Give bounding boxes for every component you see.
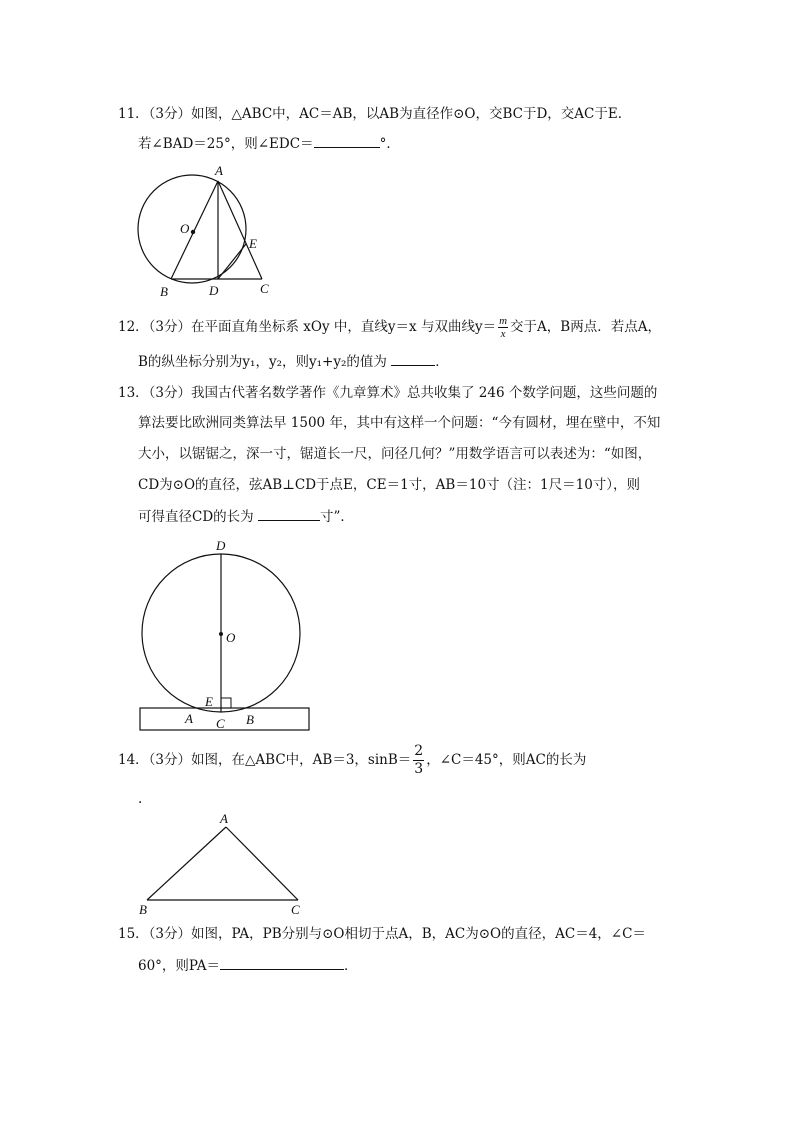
q15-line2 [138, 955, 358, 976]
q12-line1-post: 交于A，B两点．若点A， [510, 319, 661, 335]
q13-answer-blank[interactable] [258, 506, 320, 521]
q11-line2-pre: 若∠BAD＝25°，则∠EDC＝ [138, 136, 314, 152]
q14-line1-post: ，∠C＝45°，则AC的长为 [426, 752, 587, 768]
q12-line1-pre: 12．（3分）在平面直角坐标系 xOy 中，直线y＝x 与双曲线y＝ [118, 319, 497, 335]
q13-line5-post: 寸”． [319, 509, 354, 525]
q14-segment-ab [147, 827, 226, 900]
q14-figure [132, 810, 312, 920]
q14-label-b: B [139, 902, 147, 917]
q12-frac-den: x [500, 328, 506, 340]
q11-label-c: C [260, 281, 269, 296]
q11-segment-de [218, 244, 246, 279]
q12-line2 [138, 351, 449, 372]
q14-frac-num: 2 [414, 743, 424, 759]
q13-label-b: B [246, 712, 254, 727]
q13-figure [132, 536, 322, 736]
q13-line5-pre: 可得直径CD的长为 [138, 509, 254, 525]
q13-line5 [138, 506, 354, 527]
q12-line2-pre: B的纵坐标分别为y₁，y₂，则y₁+y₂的值为 [138, 354, 387, 370]
q13-line3: 大小，以锯锯之，深一寸，锯道长一尺，问径几何？”用数学语言可以表述为：“如图， [138, 446, 652, 462]
q13-line1: 13．（3分）我国古代著名数学著作《九章算术》总共收集了 246 个数学问题，这些问题的 [118, 385, 658, 401]
q13-label-c: C [216, 716, 225, 731]
q11-line2-post: °． [379, 136, 400, 152]
q12-line2-post: ． [435, 354, 449, 370]
q13-label-e: E [205, 694, 213, 709]
q11-label-e: E [249, 236, 257, 251]
q15-answer-blank[interactable] [220, 955, 344, 970]
q12-fraction [498, 315, 508, 340]
q11-line1: 11．（3分）如图，△ABC中，AC＝AB，以AB为直径作⊙O，交BC于D，交AC于E． [118, 106, 632, 122]
q14-segment-ac [226, 827, 298, 900]
q14-line2: . [138, 791, 143, 807]
q14-fraction [413, 743, 424, 778]
q11-label-o: O [180, 221, 190, 236]
q14-frac-den: 3 [414, 761, 424, 777]
q11-circle-o [138, 175, 246, 283]
q15-line1: 15．（3分）如图，PA，PB分别与⊙O相切于点A，B，AC为⊙O的直径，AC＝4，∠C＝ [118, 926, 646, 942]
q11-label-b: B [160, 284, 168, 299]
q11-figure [130, 160, 280, 305]
q13-right-angle-mark [221, 698, 231, 708]
q11-segment-ab [171, 181, 218, 279]
q13-line4: CD为⊙O的直径，弦AB⊥CD于点E，CE＝1寸，AB＝10寸（注：1尺＝10寸），则 [138, 477, 641, 493]
q12-line1 [118, 314, 661, 340]
q14-label-a: A [220, 811, 228, 826]
q11-segment-ac [218, 181, 262, 279]
q11-center-dot [191, 230, 195, 234]
q12-frac-num: m [499, 315, 508, 327]
q13-line2: 算法要比欧洲同类算法早 1500 年，其中有这样一个问题：“今有圆材，埋在壁中，不知 [138, 415, 661, 431]
q14-line1 [118, 743, 586, 778]
q13-center-dot [219, 632, 223, 636]
q11-label-d: D [209, 283, 219, 298]
q14-label-c: C [291, 902, 300, 917]
q11-answer-blank[interactable] [314, 133, 380, 148]
q13-label-d: D [216, 538, 226, 553]
q15-line2-pre: 60°，则PA＝ [138, 958, 221, 974]
q13-label-o: O [226, 630, 236, 645]
q12-answer-blank[interactable] [391, 351, 435, 366]
q15-line2-post: ． [344, 958, 358, 974]
q13-label-a: A [185, 711, 193, 726]
q11-line2 [138, 133, 400, 154]
q14-line1-pre: 14．（3分）如图，在△ABC中，AB＝3，sinB＝ [118, 752, 412, 768]
q11-label-a: A [215, 163, 223, 178]
